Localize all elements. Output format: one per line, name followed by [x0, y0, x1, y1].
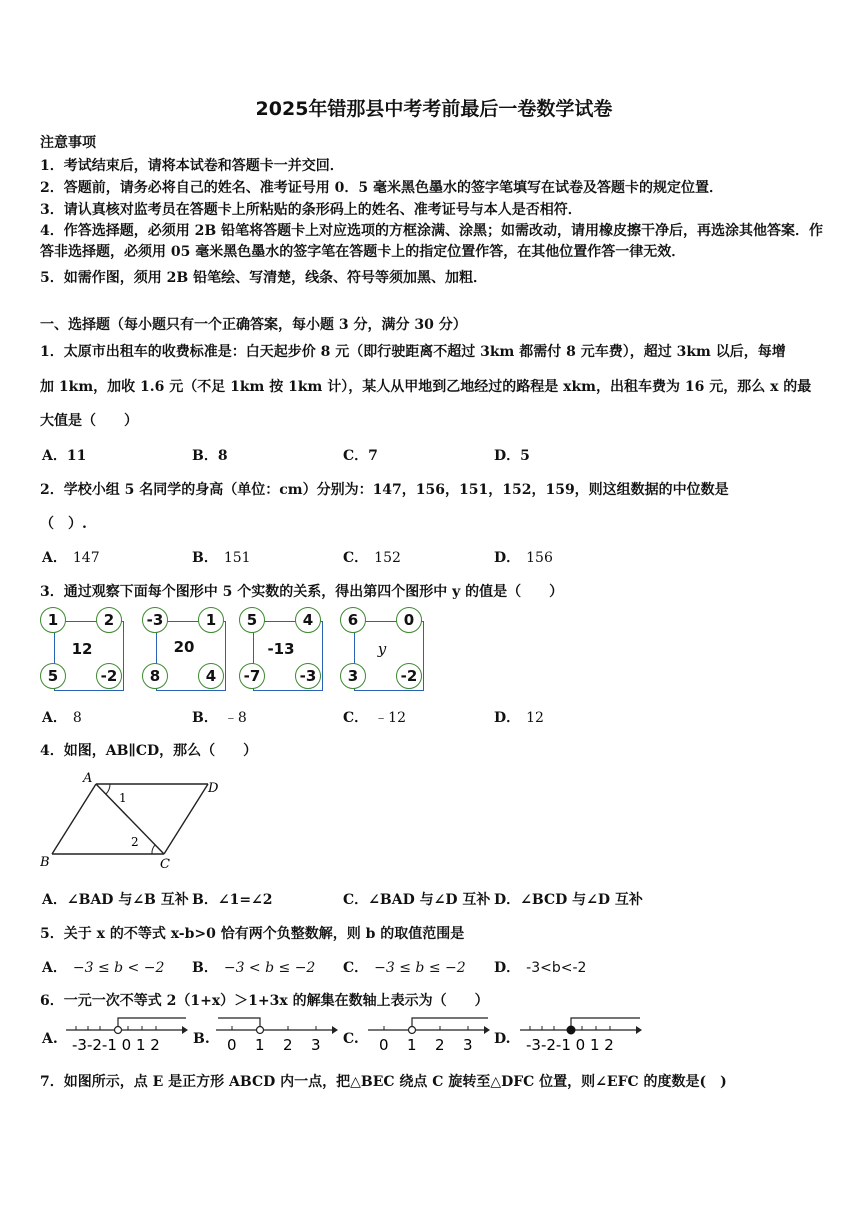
notice-item-3: 3．请认真核对监考员在答题卡上所粘贴的条形码上的姓名、准考证号与本人是否相符． [40, 202, 582, 218]
q6-number-line-b [214, 1016, 338, 1056]
axis-tick-labels: -3-2-1 0 1 2 [72, 1036, 160, 1054]
angle-2-arc [152, 845, 155, 854]
label-angle-2: 2 [131, 835, 139, 849]
q7-line: 7．如图所示，点 E 是正方形 ABCD 内一点，把△BEC 绕点 C 旋转至△DFC 位置，则∠EFC 的度数是( ) [40, 1074, 727, 1090]
q3-circle-tl: 1 [40, 607, 66, 633]
tick-label-0: 0 [379, 1036, 389, 1054]
q3-circle-br: -2 [96, 663, 122, 689]
q1-option-a: A．11 [42, 448, 87, 464]
q6-option-c-label: C. [343, 1031, 359, 1047]
q6-number-line-d [518, 1016, 642, 1056]
q1-line-3: 大值是（ ） [40, 413, 138, 429]
axis-arrow [332, 1026, 338, 1034]
q4-line: 4．如图，AB∥CD，那么（ ） [40, 743, 258, 759]
q2-option-b: B． 151 [192, 550, 251, 566]
q3-option-c: C． ﹣12 [343, 710, 406, 726]
q5-option-a: A． −3 ≤ b < −2 [42, 960, 165, 976]
q1-option-d: D．5 [494, 448, 530, 464]
q6-option-d-label: D. [494, 1031, 511, 1047]
section-heading: 一、选择题（每小题只有一个正确答案，每小题 3 分，满分 30 分） [40, 317, 467, 333]
q2-line-1: 2．学校小组 5 名同学的身高（单位：cm）分别为：147，156，151，152，159，则这组数据的中位数是 [40, 482, 729, 498]
q3-circle-br: -2 [396, 663, 422, 689]
q6-option-b-label: B. [193, 1031, 210, 1047]
q3-circle-tr: 2 [96, 607, 122, 633]
q1-option-b: B．8 [192, 448, 228, 464]
notice-heading: 注意事项 [40, 135, 96, 151]
q3-circle-bl: 8 [142, 663, 168, 689]
q3-circle-tr: 4 [295, 607, 321, 633]
q3-circle-tl: 6 [340, 607, 366, 633]
q3-circle-bl: 3 [340, 663, 366, 689]
angle-1-arc [106, 784, 110, 794]
q3-circle-tr: 0 [396, 607, 422, 633]
notice-item-4: 4．作答选择题，必须用 2B 铅笔将答题卡上对应选项的方框涂满、涂黑；如需改动，请用橡皮擦干净后，再选涂其他答案．作答非选择题，必须用 05 毫米黑色墨水的签字笔在答题卡上的指定位置作答，在其他位置作答一律无效． [40, 223, 824, 260]
q1-option-c: C．7 [343, 448, 378, 464]
q4-option-a: A．∠BAD 与∠B 互补 [42, 892, 189, 908]
q2-option-a: A． 147 [42, 550, 100, 566]
solution-ray [412, 1018, 488, 1026]
q3-circle-bl: 5 [40, 663, 66, 689]
solution-ray [571, 1018, 640, 1026]
notice-item-1: 1．考试结束后，请将本试卷和答题卡一并交回． [40, 158, 344, 174]
q3-option-d: D． 12 [494, 710, 544, 726]
q6-number-line-c [366, 1016, 490, 1056]
q5-option-b: B． −3 < b ≤ −2 [192, 960, 316, 976]
q3-circle-tr: 1 [198, 607, 224, 633]
q3-center-value: 20 [173, 638, 195, 656]
q3-option-b: B． ﹣8 [192, 710, 247, 726]
axis-arrow [182, 1026, 188, 1034]
notice-item-5: 5．如需作图，须用 2B 铅笔绘、写清楚，线条、符号等须加黑、加粗． [40, 270, 488, 286]
q3-circle-bl: -7 [239, 663, 265, 689]
q1-line-2: 加 1km，加收 1.6 元（不足 1km 按 1km 计），某人从甲地到乙地经过的路程是 xkm，出租车费为 16 元，那么 x 的最 [40, 379, 812, 395]
solution-ray [118, 1018, 186, 1026]
axis-arrow [484, 1026, 490, 1034]
q4-option-d: D．∠BCD 与∠D 互补 [494, 892, 643, 908]
page-title: 2025年错那县中考考前最后一卷数学试卷 [255, 98, 613, 120]
label-b: B [40, 855, 50, 870]
q6-option-a-label: A. [42, 1031, 58, 1047]
q2-option-d: D． 156 [494, 550, 553, 566]
q2-option-c: C． 152 [343, 550, 401, 566]
closed-endpoint [567, 1026, 575, 1034]
q6-line: 6．一元一次不等式 2（1+x）＞1+3x 的解集在数轴上表示为（ ） [40, 993, 489, 1009]
q3-circle-br: 4 [198, 663, 224, 689]
q3-circle-tl: 5 [239, 607, 265, 633]
edge-dc [164, 784, 208, 854]
diagonal-ac [96, 784, 164, 854]
label-angle-1: 1 [119, 791, 127, 805]
q6-number-line-a [64, 1016, 188, 1056]
q2-line-2: （ ）. [40, 516, 87, 532]
tick-label-2: 2 [435, 1036, 445, 1054]
label-c: C [160, 857, 170, 870]
solution-ray [218, 1018, 260, 1026]
q4-option-c: C．∠BAD 与∠D 互补 [343, 892, 491, 908]
tick-label-1: 1 [407, 1036, 417, 1054]
q1-line-1: 1．太原市出租车的收费标准是：白天起步价 8 元（即行驶距离不超过 3km 都需付 8 元车费），超过 3km 以后，每增 [40, 344, 786, 360]
label-a: A [83, 771, 93, 786]
q3-circle-tl: -3 [142, 607, 168, 633]
q5-option-c: C． −3 ≤ b ≤ −2 [343, 960, 466, 976]
q5-option-d: D． -3<b<-2 [494, 960, 587, 976]
axis-arrow [636, 1026, 642, 1034]
q3-option-a: A． 8 [42, 710, 82, 726]
tick-label-2: 2 [283, 1036, 293, 1054]
open-endpoint [115, 1027, 122, 1034]
q4-parallelogram-figure [40, 770, 225, 870]
tick-label-3: 3 [311, 1036, 321, 1054]
q3-center-value: 12 [71, 640, 93, 658]
q4-option-b: B．∠1=∠2 [192, 892, 273, 908]
axis-tick-labels: -3-2-1 0 1 2 [526, 1036, 614, 1054]
q3-circle-br: -3 [295, 663, 321, 689]
q3-center-value: -13 [267, 640, 295, 658]
tick-label-0: 0 [227, 1036, 237, 1054]
q3-center-value: y [377, 640, 387, 658]
open-endpoint [257, 1027, 264, 1034]
label-d: D [208, 781, 219, 796]
tick-label-3: 3 [463, 1036, 473, 1054]
q5-line: 5．关于 x 的不等式 x-b>0 恰有两个负整数解，则 b 的取值范围是 [40, 926, 465, 942]
tick-label-1: 1 [255, 1036, 265, 1054]
q3-line: 3．通过观察下面每个图形中 5 个实数的关系，得出第四个图形中 y 的值是（ ） [40, 584, 564, 600]
edge-ab [52, 784, 96, 854]
open-endpoint [409, 1027, 416, 1034]
notice-item-2: 2．答题前，请务必将自己的姓名、准考证号用 0．5 毫米黑色墨水的签字笔填写在试卷及答题卡的规定位置． [40, 180, 723, 196]
